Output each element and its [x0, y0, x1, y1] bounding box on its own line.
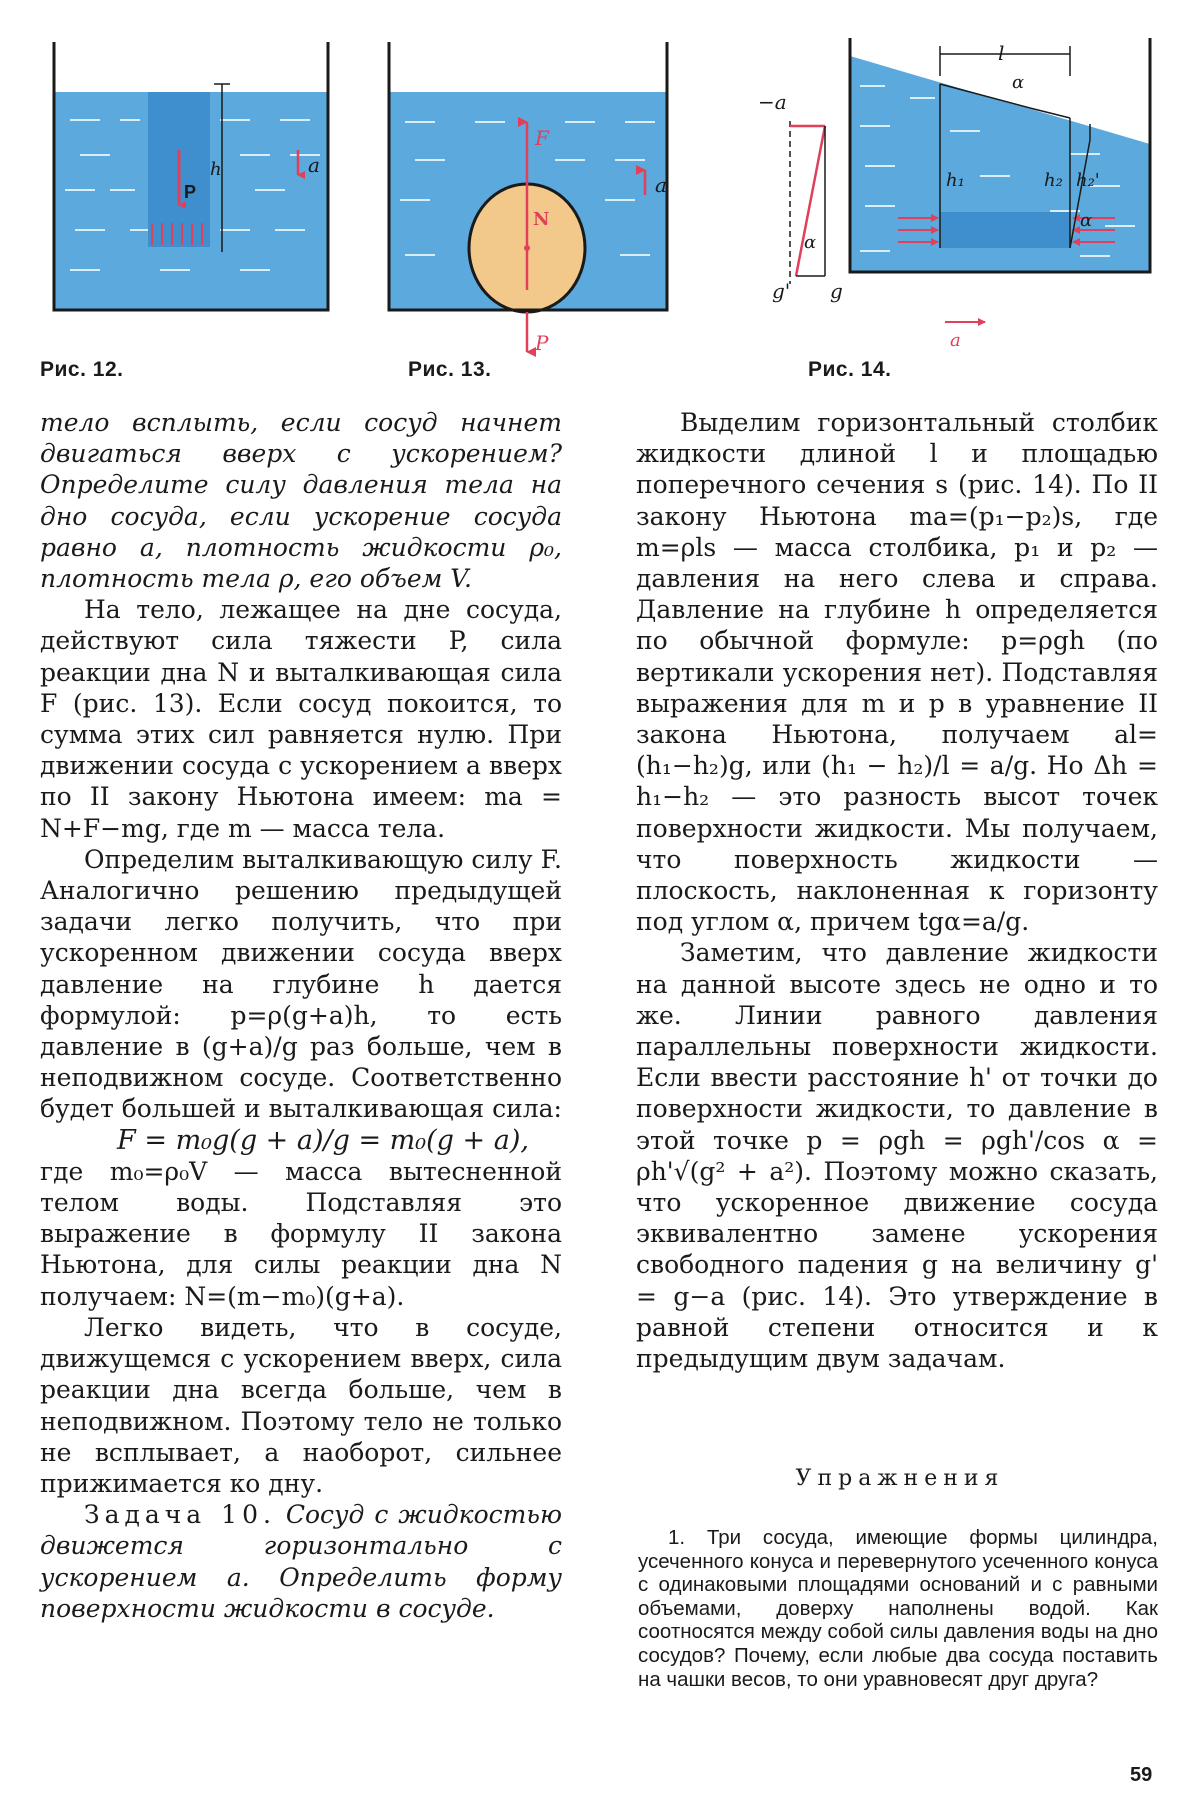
label-g-prime: g': [772, 279, 791, 303]
exercises-title: Упражнения: [795, 1466, 1005, 1491]
left-paragraph-2: На тело, лежащее на дне сосуда, действуют сила тяжести P, сила реакции дна N и выталкивающая сила F (рис. 13). Если сосуд покоится, то сумма этих сил равняется нулю. При движении сосуда с ускорением a вверх по II закону Ньютона имеем: ma = N+F−mg, где m — масса тела.: [40, 595, 562, 843]
exercise-item-1: 1. Три сосуда, имеющие формы цилиндра, усеченного конуса и перевернутого усеченного конуса с одинаковыми площадями оснований и с равными объемами, доверху наполнены водой. Как соотносятся между собой силы давления воды на дно сосудов? Почему, если любые два сосуда поставить на чашки весов, то они уравновесят друг друга?: [638, 1526, 1158, 1691]
label-a: a: [308, 153, 320, 177]
label-a-bottom: a: [950, 330, 961, 351]
left-column: [40, 407, 562, 1624]
label-f: F: [535, 126, 549, 150]
right-column: [636, 407, 1158, 1374]
page-number: 59: [1130, 1764, 1153, 1786]
caption-fig13: Рис. 13.: [408, 358, 492, 381]
label-g: g: [830, 279, 843, 303]
problem-text: Сосуд с жидкостью движется горизонтально с ускорением a. Определить форму поверхности жидкости в сосуде.: [40, 1500, 562, 1623]
figure-14: [750, 36, 1160, 356]
caption-fig14: Рис. 14.: [808, 358, 892, 381]
label-h2-prime: h₂': [1076, 170, 1100, 191]
label-p: P: [535, 331, 549, 355]
left-paragraph-4: где m₀=ρ₀V — масса вытесненной телом воды. Подставляя это выражение в формулу II закона Ньютона, для силы реакции дна N получаем: N=(m−m₀)(g+a).: [40, 1156, 562, 1311]
label-n: N: [533, 209, 550, 230]
left-paragraph-3: Определим выталкивающую силу F. Аналогично решению предыдущей задачи легко получить, что при ускоренном движении сосуда вверх давление на глубине h дается формулой: p=ρ(g+a)h, то есть давление в (g+a)/g раз больше, чем в неподвижном сосуде. Соответственно будет большей и выталкивающая сила:: [40, 844, 562, 1124]
caption-fig12: Рис. 12.: [40, 358, 124, 381]
label-alpha-top: α: [1012, 72, 1025, 93]
liquid-column: [940, 212, 1070, 248]
exercises-list: [638, 1526, 1158, 1691]
label-minus-a: −a: [758, 90, 787, 114]
label-h1: h₁: [946, 170, 965, 191]
label-a: a: [655, 173, 667, 197]
left-paragraph-5: Легко видеть, что в сосуде, движущемся с ускорением вверх, сила реакции дна всегда больше, чем в неподвижном. Поэтому тело не только не всплывает, а наоборот, сильнее прижимается ко дну.: [40, 1312, 562, 1498]
figure-13: [375, 40, 695, 360]
label-h: h: [210, 159, 222, 180]
left-paragraph-1: тело всплыть, если сосуд начнет двигаться вверх с ускорением? Определите силу давления тела на дно сосуда, если ускорение сосуда равно a, плотность жидкости ρ₀, плотность тела ρ, его объем V.: [40, 408, 562, 594]
right-paragraph-2: Заметим, что давление жидкости на данной высоте здесь не одно и то же. Линии равного давления параллельны поверхности жидкости. Если ввести расстояние h' от точки до поверхности жидкости, то давление в этой точке p = ρgh = ρgh'/cos α = ρh'√(g² + a²). Поэтому можно сказать, что ускоренное движение сосуда эквивалентно замене ускорения свободного падения g на величину g' = g−a (рис. 14). Это утверждение в равной степени относится и к предыдущим двум задачам.: [636, 938, 1158, 1374]
label-p: P: [184, 182, 197, 202]
right-paragraph-1: Выделим горизонтальный столбик жидкости длиной l и площадью поперечного сечения s (рис. 14). По II закону Ньютона ma=(p₁−p₂)s, где m=ρls — масса столбика, p₁ и p₂ — давления на него слева и справа. Давление на глубине h определяется по обычной формуле: p=ρgh (по вертикали ускорения нет). Подставляя выражения для m и p в уравнение II закона Ньютона, получаем al=(h₁−h₂)g, или (h₁ − h₂)/l = a/g. Но Δh = h₁−h₂ — это разность высот точек поверхности жидкости. Мы получаем, что поверхность жидкости — плоскость, наклоненная к горизонту под углом α, причем tgα=a/g.: [636, 408, 1158, 937]
left-paragraph-6: [40, 1499, 562, 1624]
figure-12: [40, 40, 350, 320]
label-alpha-vec: α: [804, 232, 817, 253]
label-h2: h₂: [1044, 170, 1063, 191]
label-l: l: [998, 41, 1005, 65]
buoyancy-formula: F = m₀g(g + a)/g = m₀(g + a),: [117, 1124, 529, 1156]
problem-label: Задача 10.: [84, 1500, 276, 1530]
label-alpha-side: α: [1080, 210, 1093, 231]
